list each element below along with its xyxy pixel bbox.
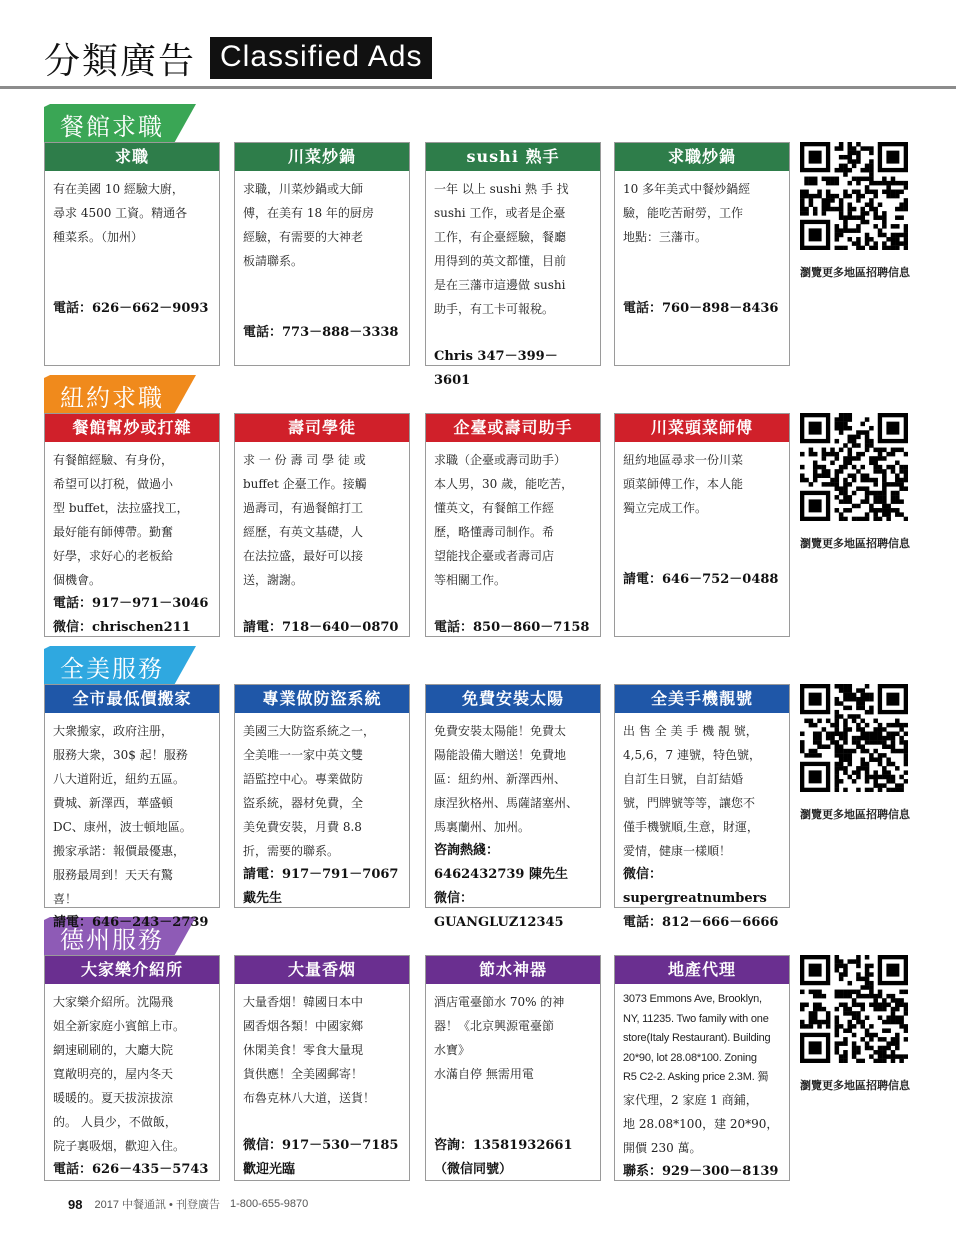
page-title-en: Classified Ads xyxy=(210,37,432,79)
section-banner-label: 餐館求職 xyxy=(60,113,164,141)
ad-contact: 咨詢：13581932661 xyxy=(434,1138,573,1153)
ad-title: 川菜炒鍋 xyxy=(235,143,409,171)
ad-text-line: 費城、新澤西，華盛頓 xyxy=(53,796,174,810)
ad-text-line: 20*90, lot 28.08*100. Zoning xyxy=(623,1051,757,1064)
ad-text-line: 好學，求好心的老板給 xyxy=(53,549,174,563)
ad-text-line: 紐約地區尋求一份川菜 xyxy=(623,453,744,467)
page-header xyxy=(44,34,432,82)
ad-text-line: 暖暖的。夏天拔涼拔涼 xyxy=(53,1091,174,1105)
ad-text-line: 用得到的英文都懂，目前 xyxy=(434,254,567,268)
page-title-zh: 分類廣告 xyxy=(44,40,197,82)
ad-title: 地產代理 xyxy=(615,956,789,984)
ad-contact: （微信同號） xyxy=(434,1162,513,1177)
ad-text-line: 的。 人員少，不做飯， xyxy=(53,1115,177,1129)
ad-text-line: 尋求 4500 工資。精通各 xyxy=(53,206,188,220)
ad-title: 大家樂介紹所 xyxy=(45,956,219,984)
section-banner-label: 全美服務 xyxy=(60,655,164,683)
ad-body xyxy=(235,171,409,351)
ad-contact: 微信： xyxy=(623,867,663,882)
ad-text-line: 八大道附近，紐約五區。 xyxy=(53,772,186,786)
ad-title: 求職 xyxy=(45,143,219,171)
ad-text-line: 姐全新家庭小賓館上市。 xyxy=(53,1019,186,1033)
section-banner xyxy=(44,104,196,142)
ad-text-line: 水滿自停 無需用電 xyxy=(434,1067,534,1081)
ad-text-line: 酒店電臺節水 70% 的神 xyxy=(434,995,565,1009)
ad-text-line: 經驗，有需要的大神老 xyxy=(243,230,364,244)
ad-card xyxy=(425,413,601,637)
ad-text-line: 種菜系。（加州） xyxy=(53,230,144,244)
ad-title: 節水神器 xyxy=(426,956,600,984)
ad-card xyxy=(44,142,220,366)
ad-text-line: 10 多年美式中餐炒鍋經 xyxy=(623,182,751,196)
ad-text-line: 送，謝謝。 xyxy=(243,573,304,587)
ad-title: 專業做防盜系統 xyxy=(235,685,409,713)
ad-text-line: 工作，有企臺經驗，餐廳 xyxy=(434,230,567,244)
ad-contact: 電話：773－888－3338 xyxy=(243,325,399,340)
qr-code-icon[interactable] xyxy=(800,413,908,521)
ad-body xyxy=(235,713,409,917)
ad-text-line: 個機會。 xyxy=(53,573,102,587)
ad-body xyxy=(426,984,600,1188)
ad-text-line: 地 28.08*100，建 20*90， xyxy=(623,1116,779,1131)
ad-text-line: 號，門牌號等等，讓您不 xyxy=(623,796,756,810)
ad-body xyxy=(45,713,219,941)
ad-contact: 請電：917－791－7067 xyxy=(243,867,399,882)
ad-contact: 戴先生 xyxy=(243,891,283,906)
ad-card xyxy=(614,142,790,366)
ad-contact: supergreatnumbers xyxy=(623,891,767,906)
section-banner-label: 紐約求職 xyxy=(60,384,164,412)
ad-text-line: 愛情，健康一樣順！ xyxy=(623,844,732,858)
ad-text-line: 求職，川菜炒鍋或大師 xyxy=(243,182,364,196)
ad-contact: 請電：646－752－0488 xyxy=(623,572,779,587)
ad-body xyxy=(235,442,409,646)
ad-contact: 請電：646－243－2739 xyxy=(53,915,209,930)
ad-title: sushi 熟手 xyxy=(426,143,600,171)
qr-caption: 瀏覽更多地區招聘信息 xyxy=(800,537,910,550)
ad-text-line: 自訂生日號，自訂結婚 xyxy=(623,772,744,786)
ad-card xyxy=(44,684,220,930)
ad-contact: 電話：850－860－7158 xyxy=(434,620,590,635)
qr-code-icon[interactable] xyxy=(800,684,908,792)
ad-contact: 歡迎光臨 xyxy=(243,1162,296,1177)
ad-card xyxy=(614,413,790,637)
ad-title: 求職炒鍋 xyxy=(615,143,789,171)
ad-contact: 電話：812－666－6666 xyxy=(623,915,779,930)
ad-text-line: 出 售 全 美 手 機 靚 號， xyxy=(623,724,758,738)
ad-text-line: 過壽司，有過餐館打工 xyxy=(243,501,364,515)
ad-card xyxy=(614,955,790,1181)
ad-text-line: 本人男，30 歲，能吃苦， xyxy=(434,477,574,491)
ad-text-line: 希望可以打税，做過小 xyxy=(53,477,174,491)
ad-contact: 6462432739 陳先生 xyxy=(434,867,568,882)
ad-body xyxy=(426,713,600,941)
ad-body xyxy=(45,984,219,1188)
ad-card xyxy=(425,684,601,930)
ad-title: 壽司學徒 xyxy=(235,414,409,442)
ad-text-line: 求 一 份 壽 司 學 徒 或 xyxy=(243,453,366,467)
ad-card xyxy=(234,413,410,637)
ad-text-line: 大衆搬家，政府注册， xyxy=(53,724,174,738)
ad-card xyxy=(614,684,790,930)
ad-body xyxy=(45,442,219,646)
ad-text-line: 求職（企臺或壽司助手） xyxy=(434,453,567,467)
ad-text-line: 休閑美食！零食大量現 xyxy=(243,1043,364,1057)
ad-text-line: 服務最周到！天天有驚 xyxy=(53,868,174,882)
ad-body xyxy=(615,442,789,598)
ad-text-line: sushi 工作，或者是企臺 xyxy=(434,206,566,220)
ad-contact: 電話：626－662－9093 xyxy=(53,301,209,316)
ad-text-line: 美國三大防盜系統之一， xyxy=(243,724,376,738)
ad-text-line: 有餐館經驗、有身份， xyxy=(53,453,174,467)
ad-text-line: 區：紐約州、新澤西州、 xyxy=(434,772,567,786)
ad-text-line: 馬裏蘭州、加州。 xyxy=(434,820,531,834)
ad-contact: 微信： xyxy=(434,891,474,906)
ad-text-line: 美免費安裝，月費 8.8 xyxy=(243,820,362,834)
ad-text-line: 搬家承諾：報價最優惠， xyxy=(53,844,186,858)
ad-text-line: NY, 11235. Two family with one xyxy=(623,1012,769,1025)
ad-text-line: 康涅狄格州、馬薩諸塞州、 xyxy=(434,796,579,810)
ad-text-line: 語監控中心。專業做防 xyxy=(243,772,364,786)
ad-text-line: 大家樂介紹所。沈陽飛 xyxy=(53,995,174,1009)
ad-contact: 聯系：929－300－8139 xyxy=(623,1163,779,1179)
section-banner xyxy=(44,375,196,413)
ad-text-line: 板請聯系。 xyxy=(243,254,304,268)
ad-text-line: 最好能有師傅帶。勤奮 xyxy=(53,525,174,539)
ad-title: 免費安裝太陽 xyxy=(426,685,600,713)
ad-text-line: 一年 以上 sushi 熟 手 找 xyxy=(434,182,569,196)
qr-code-icon[interactable] xyxy=(800,142,908,250)
ad-text-line: 服務大衆，30$ 起！服務 xyxy=(53,748,188,762)
ad-title: 餐館幫炒或打雜 xyxy=(45,414,219,442)
ad-text-line: 貨供應！全美國郵寄！ xyxy=(243,1067,364,1081)
ad-text-line: buffet 企臺工作。接觸 xyxy=(243,477,367,491)
ad-title: 大量香烟 xyxy=(235,956,409,984)
ad-contact: 請電：718－640－0870 xyxy=(243,620,399,635)
ad-text-line: 頭菜師傅工作，本人能 xyxy=(623,477,744,491)
ad-text-line: 有在美國 10 經驗大廚， xyxy=(53,182,184,196)
header-rule xyxy=(0,86,956,89)
ad-text-line: 望能找企臺或者壽司店 xyxy=(434,549,555,563)
ad-text-line: 院子裏吸烟，歡迎入住。 xyxy=(53,1139,186,1153)
ad-text-line: 4,5,6，7 連號，特色號， xyxy=(623,748,761,762)
ad-text-line: 國香烟各類！中國家鄉 xyxy=(243,1019,364,1033)
ad-title: 全美手機靚號 xyxy=(615,685,789,713)
ad-text-line: 大量香烟！韓國日本中 xyxy=(243,995,364,1009)
ad-text-line: 3073 Emmons Ave, Brooklyn, xyxy=(623,993,762,1005)
ad-body xyxy=(45,171,219,327)
ad-text-line: 盜系統，器材免費，全 xyxy=(243,796,364,810)
ad-text-line: 型 buffet，法拉盛找工， xyxy=(53,501,189,515)
ad-card xyxy=(234,684,410,908)
ad-body xyxy=(426,442,600,646)
ad-card xyxy=(44,413,220,637)
ad-text-line: store(Italy Restaurant). Building xyxy=(623,1032,771,1044)
ad-text-line: 陽能設備大贈送！免費地 xyxy=(434,748,567,762)
ad-text-line: 歷，略懂壽司制作。希 xyxy=(434,525,555,539)
ad-text-line: 家代理，2 家庭 1 商鋪， xyxy=(623,1092,758,1107)
ad-title: 全市最低價搬家 xyxy=(45,685,219,713)
qr-code-icon[interactable] xyxy=(800,955,908,1063)
ad-text-line: 是在三藩市這邊做 sushi xyxy=(434,278,566,292)
ad-text-line: 開價 230 萬。 xyxy=(623,1140,702,1155)
ad-card xyxy=(234,955,410,1181)
ad-text-line: 驗，能吃苦耐勞，工作 xyxy=(623,206,744,220)
ad-card xyxy=(44,955,220,1181)
ad-text-line: 獨立完成工作。 xyxy=(623,501,708,515)
ad-contact: 微信：chrischen211 xyxy=(53,620,191,635)
ad-body xyxy=(615,171,789,327)
ad-text-line: 折，需要的聯系。 xyxy=(243,844,340,858)
ad-contact: 微信：917－530－7185 xyxy=(243,1138,399,1153)
ad-body xyxy=(615,984,789,1190)
ad-text-line: 在法拉盛，最好可以接 xyxy=(243,549,364,563)
ad-contact: 電話：917－971－3046 xyxy=(53,596,209,611)
page-footer xyxy=(68,1196,308,1212)
ad-text-line: 懂英文，有餐館工作經 xyxy=(434,501,555,515)
ad-contact: 電話：760－898－8436 xyxy=(623,301,779,316)
ad-card xyxy=(425,955,601,1181)
ad-text-line: 經歷，有英文基礎，人 xyxy=(243,525,364,539)
ad-text-line: 網速刷刷的，大廳大院 xyxy=(53,1043,174,1057)
ad-text-line: 等相關工作。 xyxy=(434,573,507,587)
ad-text-line: 助手，有工卡可報稅。 xyxy=(434,302,555,316)
ad-body xyxy=(235,984,409,1188)
ad-contact: GUANGLUZ12345 xyxy=(434,915,564,930)
section-banner-label: 德州服務 xyxy=(60,926,164,954)
ad-text-line: 僅手機號順,生意，財運， xyxy=(623,820,759,834)
ad-text-line: 地點：三藩市。 xyxy=(623,230,708,244)
ad-contact: Chris 347－399－3601 xyxy=(434,349,558,388)
ad-contact: 咨詢熱綫： xyxy=(434,843,500,858)
ad-card xyxy=(425,142,601,388)
ad-text-line: 傅，在美有 18 年的厨房 xyxy=(243,206,374,220)
footer-text: 2017 中餐通訊 • 刊登廣告 xyxy=(94,1199,220,1211)
ad-title: 企臺或壽司助手 xyxy=(426,414,600,442)
ad-title: 川菜頭菜師傅 xyxy=(615,414,789,442)
ad-text-line: 布魯克林八大道，送貨！ xyxy=(243,1091,376,1105)
footer-phone: 1-800-655-9870 xyxy=(229,1198,309,1210)
ad-text-line: 免費安裝太陽能！免費太 xyxy=(434,724,567,738)
ad-body xyxy=(426,171,600,399)
ad-card xyxy=(234,142,410,366)
section-banner xyxy=(44,646,196,684)
qr-caption: 瀏覽更多地區招聘信息 xyxy=(800,266,910,279)
qr-caption: 瀏覽更多地區招聘信息 xyxy=(800,808,910,821)
ad-text-line: 全美唯一一家中英文雙 xyxy=(243,748,364,762)
ad-text-line: DC、康州，波士頓地區。 xyxy=(53,820,192,834)
page-number: 98 xyxy=(68,1196,83,1212)
ad-body xyxy=(615,713,789,941)
ad-text-line: 水寶》 xyxy=(434,1043,471,1057)
ad-contact: 電話：626－435－5743 xyxy=(53,1162,209,1177)
ad-text-line: 寬敞明亮的，屋内冬天 xyxy=(53,1067,174,1081)
ad-text-line: R5 C2-2. Asking price 2.3M. 獨 xyxy=(623,1071,769,1083)
ad-text-line: 器！《北京興源電臺節 xyxy=(434,1019,555,1033)
qr-caption: 瀏覽更多地區招聘信息 xyxy=(800,1079,910,1092)
ad-text-line: 喜！ xyxy=(53,892,78,906)
